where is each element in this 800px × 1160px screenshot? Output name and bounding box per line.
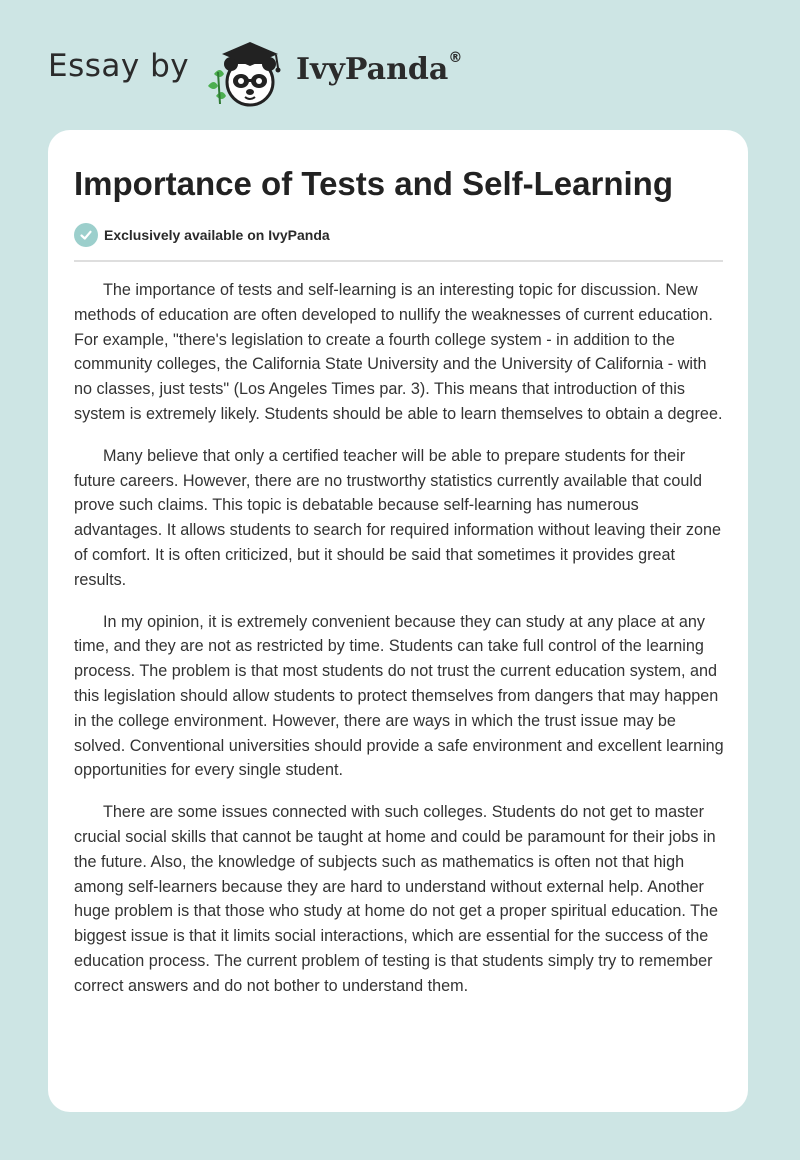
divider	[74, 260, 723, 262]
essay-body	[74, 278, 726, 1016]
essay-card	[48, 130, 748, 1112]
essay-paragraph: In my opinion, it is extremely convenient because they can study at any place at any time, and they are not as restricted by time. Students can take full control of the learning process. The problem is that most students do not trust the current education system, and this legislation should allow students to protect themselves from dangers that may happen in the college environment. However, there are ways in which the trust issue may be solved. Conventional universities should provide a safe environment and excellent learning opportunities for every single student.	[74, 612, 724, 780]
essay-title: Importance of Tests and Self-Learning	[74, 165, 673, 202]
registered-mark: ®	[448, 50, 463, 66]
exclusive-badge-text: Exclusively available on IvyPanda	[104, 227, 330, 243]
exclusive-badge	[74, 222, 330, 248]
essay-by-label: Essay by	[48, 48, 190, 84]
essay-paragraph: The importance of tests and self-learning is an interesting topic for discussion. New methods of education are often developed to nullify the weaknesses of current education. For example, "there's legislation to create a fourth college system - in addition to the community colleges, the California State University and the University of California - with no classes, just tests" (Los Angeles Times par. 3). This means that introduction of this system is extremely likely. Students should be able to learn themselves to obtain a degree.	[74, 281, 723, 423]
check-circle-icon	[74, 223, 98, 247]
essay-paragraph: Many believe that only a certified teacher will be able to prepare students for their future careers. However, there are no trustworthy statistics currently available that could prove such claims. This topic is debatable because self-learning has numerous advantages. It allows students to search for required information without leaving their zone of comfort. It is often criticized, but it should be said that sometimes it provides great results.	[74, 446, 721, 589]
essay-paragraph: There are some issues connected with such colleges. Students do not get to master crucial social skills that cannot be taught at home and could be paramount for their jobs in the future. Also, the knowledge of subjects such as mathematics is often not that high among self-learners because they are hard to understand without external help. Another huge problem is that those who study at home do not get a proper spiritual education. The biggest issue is that it limits social interactions, which are essential for the success of the education process. The current problem of testing is that students simply try to remember correct answers and do not bother to understand them.	[74, 803, 719, 995]
panda-graduate-icon[interactable]	[200, 34, 292, 110]
brand-name[interactable]	[296, 52, 462, 87]
site-header	[0, 0, 800, 120]
brand-text[interactable]: IvyPanda	[296, 52, 449, 87]
